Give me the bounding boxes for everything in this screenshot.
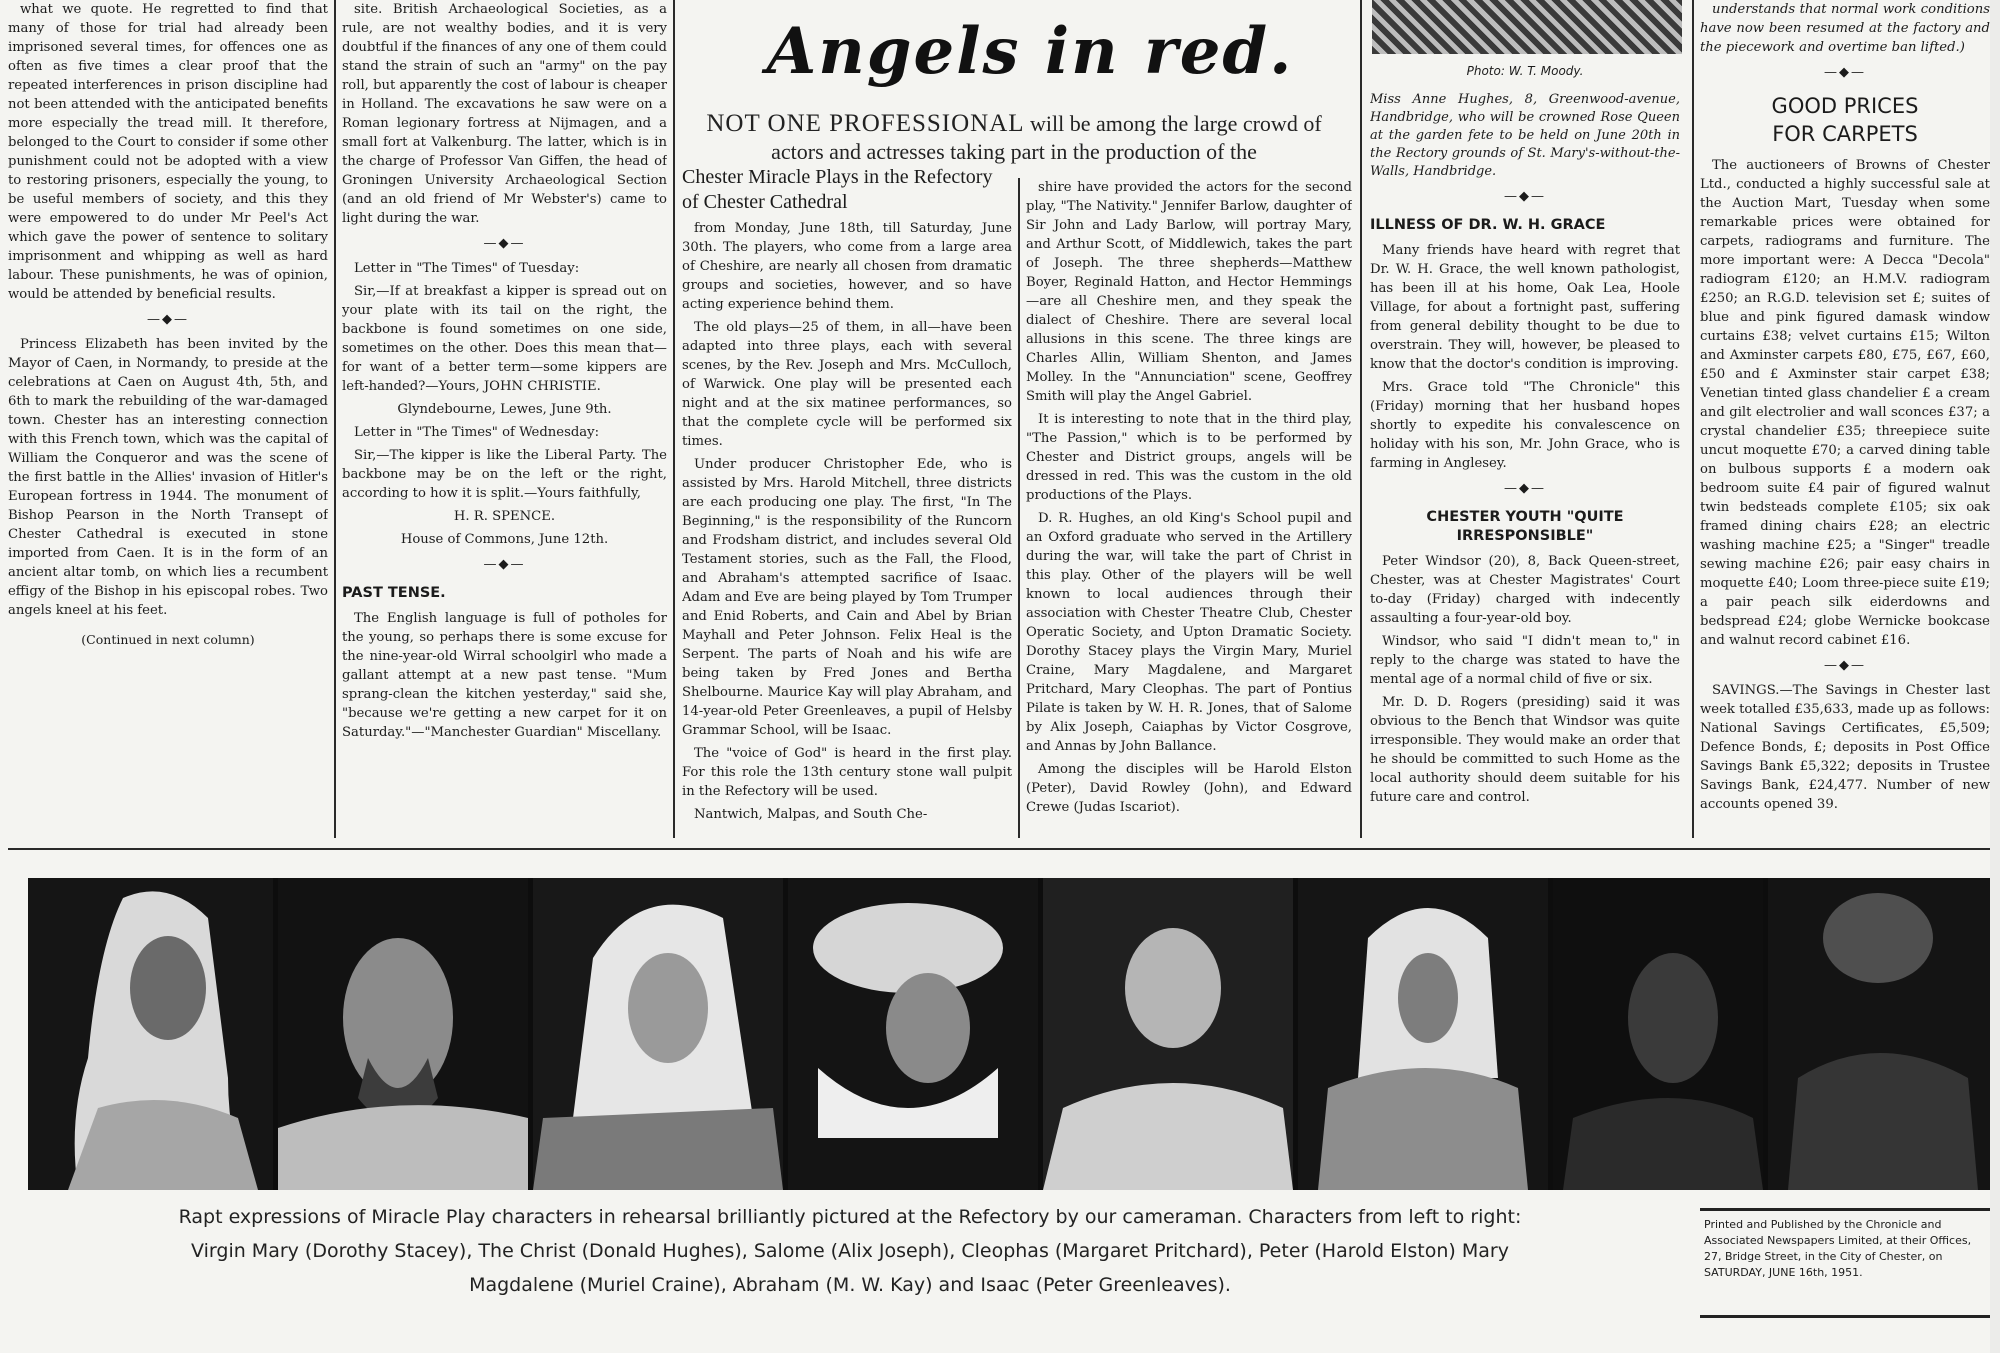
letter-1-intro: Letter in "The Times" of Tuesday: <box>354 261 580 276</box>
article-paragraph: D. R. Hughes, an old King's School pupil and an Oxford graduate who served in the Artillery during the war, will take the part of Christ in this play. Other of the players will be well known to local audiences through their association with Chester Theatre Club, Chester Operatic Society, and Upton Dramatic Society. Dorothy Stacey plays the Virgin Mary, Muriel Craine, Mary Magdalene, and Margaret Pritchard, Mary Cleophas. The part of Pontius Pilate is taken by W. H. R. Jones, that of Salome by Alix Joseph, Caiaphas by Victor Cosgrove, and Annas by John Ballance. <box>1026 511 1352 754</box>
article-paragraph: Among the disciples will be Harold Elston (Peter), David Rowley (John), and Edward Crewe (Judas Iscariot). <box>1026 762 1352 815</box>
article-column-b <box>1026 178 1352 840</box>
letter-2-address: House of Commons, June 12th. <box>400 532 609 547</box>
column-rule <box>1692 0 1694 838</box>
photo-peter <box>1043 878 1293 1190</box>
figure-icon <box>533 878 783 1190</box>
carpets-heading <box>1700 92 1990 148</box>
past-tense-heading: PAST TENSE. <box>342 585 446 601</box>
figure-icon <box>278 878 528 1190</box>
ornament-divider: —◆— <box>1824 65 1866 80</box>
column-1 <box>8 0 328 840</box>
photo-isaac <box>1768 878 1990 1190</box>
letter-1-address: Glyndebourne, Lewes, June 9th. <box>397 402 612 417</box>
ornament-divider: —◆— <box>483 236 526 251</box>
ornament-divider: —◆— <box>1504 481 1546 496</box>
column-6 <box>1700 0 1990 840</box>
horizontal-rule <box>8 848 1990 850</box>
photo-strip-caption <box>40 1200 1660 1302</box>
column-rule <box>1018 178 1020 838</box>
photo-salome <box>533 878 783 1190</box>
photo-the-christ <box>278 878 528 1190</box>
youth-paragraph: Mr. D. D. Rogers (presiding) said it was obvious to the Bench that Windsor was quite irresponsible. They would make an order that he should be committed to such Home as the local authority should deem suitable for his future care and control. <box>1370 695 1680 805</box>
figure-icon <box>1043 878 1293 1190</box>
column-rule <box>673 0 675 838</box>
publisher-imprint: Printed and Published by the Chronicle and Associated Newspapers Limited, at their Offices, 27, Bridge Street, in the City of Chester, on SATURDAY, JUNE 16th, 1951. <box>1700 1208 1990 1318</box>
court-paragraph: what we quote. He regretted to find that many of those for trial had already been imprisoned several times, for offences one as often as five times a clear proof that the repeated interferences in prison discipline had not been attended with the anticipated benefits more especially the tread mill. It therefore, belonged to the Court to consider if some other punishment could not be adopted with a view to restoring prisoners, especially the young, to be useful members of society, and this they were empowered to do under Mr Peel's Act which gave the power of sentence to solitary imprisonment and whipping as well as hard labour. These punishments, he was of opinion, would be attended by beneficial results. <box>8 2 328 302</box>
deck-lead: NOT ONE PROFESSIONAL <box>706 110 1025 137</box>
letter-2-intro: Letter in "The Times" of Wednesday: <box>354 425 600 440</box>
caption-line-1: Rapt expressions of Miracle Play characters in rehearsal brilliantly pictured at the Refectory by our cameraman. Characters from left to right: <box>178 1206 1522 1228</box>
photo-virgin-mary <box>28 878 273 1190</box>
ornament-divider: —◆— <box>1504 189 1546 204</box>
youth-heading: CHESTER YOUTH "QUITE IRRESPONSIBLE" <box>1426 509 1624 544</box>
article-paragraph: shire have provided the actors for the second play, "The Nativity." Jennifer Barlow, daughter of Sir John and Lady Barlow, will portray Mary, and Arthur Scott, of Middlewich, takes the part of Joseph. The three shepherds—Matthew Boyer, Reginald Hatton, and Hector Hemmings—are all Cheshire men, and they speak the dialect of Cheshire. There are several local allusions in this scene. The three kings are Charles Allin, William Shenton, and James Molley. In the "Annunciation" scene, Geoffrey Smith will play the Angel Gabriel. <box>1026 180 1352 404</box>
youth-paragraph: Windsor, who said "I didn't mean to," in reply to the charge was stated to have the mental age of a normal child of five or six. <box>1370 634 1680 687</box>
ornament-divider: —◆— <box>483 557 526 572</box>
figure-icon <box>1768 878 1990 1190</box>
illness-paragraph: Many friends have heard with regret that Dr. W. H. Grace, the well known pathologist, has been ill at his home, Oak Lea, Hoole Village, for about a fortnight past, suffering from general debility thought to be due to overstrain. They will, however, be pleased to know that the doctor's condition is improving. <box>1370 243 1680 372</box>
photo-mary-magdalene <box>1298 878 1548 1190</box>
past-tense-body: The English language is full of potholes for the young, so perhaps there is some excuse for the nine-year-old Wirral schoolgirl who made a gallant attempt at a new past tense. "Mum sprang-clean the kitchen yesterday," said she, "because we're getting a new carpet for it on Saturday."—"Manchester Guardian" Miscellany. <box>342 611 667 740</box>
article-deck <box>684 110 1344 166</box>
continued-note: (Continued in next column) <box>81 632 255 647</box>
caption-line-2: Virgin Mary (Dorothy Stacey), The Christ (Donald Hughes), Salome (Alix Joseph), Cleophas (Margaret Pritchard), Peter (Harold Elston) Mary <box>191 1240 1509 1262</box>
figure-icon <box>1553 878 1763 1190</box>
column-rule <box>334 0 336 838</box>
caen-paragraph: Princess Elizabeth has been invited by the Mayor of Caen, in Normandy, to preside at the celebrations at Caen on August 4th, 5th, and 6th to mark the rebuilding of the war-damaged town. Chester has an interesting connection with this French town, which was the capital of William the Conqueror and was the scene of the first battle in the Allies' invasion of Hitler's European fortress in 1944. The monument of Bishop Pearson in the North Transept of Chester Cathedral is executed in stone imported from Caen. It is in the form of an ancient altar tomb, on which lies a recumbent effigy of the Bishop in his episcopal robes. Two angels kneel at his feet. <box>8 337 328 618</box>
illness-heading: ILLNESS OF DR. W. H. GRACE <box>1370 217 1606 233</box>
photo-cleophas <box>788 878 1038 1190</box>
deck-continued: Chester Miracle Plays in the Refectory of Chester Cathedral <box>682 166 993 213</box>
article-paragraph: The "voice of God" is heard in the first play. For this role the 13th century stone wall pulpit in the Refectory will be used. <box>682 746 1012 799</box>
photo-abraham <box>1553 878 1763 1190</box>
column-2 <box>342 0 667 840</box>
carpets-heading-line-1: GOOD PRICES <box>1771 94 1919 118</box>
article-paragraph: Nantwich, Malpas, and South Che- <box>694 807 928 822</box>
savings-paragraph: SAVINGS.—The Savings in Chester last week totalled £35,633, made up as follows: National Savings Certificates, £5,509; Defence Bonds, £; deposits in Post Office Savings Bank £5,322; deposits in Trustee Savings Bank, £24,477. Number of new accounts opened 39. <box>1700 683 1990 812</box>
rose-queen-caption: Miss Anne Hughes, 8, Greenwood-avenue, Handbridge, who will be crowned Rose Queen at the garden fete to be held on June 20th in the Rectory grounds of St. Mary's-without-the-Walls, Handbridge. <box>1370 92 1680 179</box>
ornament-divider: —◆— <box>1824 658 1866 673</box>
article-paragraph: The old plays—25 of them, in all—have been adapted into three plays, each with several scenes, by the Rev. Joseph and Mrs. McCulloch, of Warwick. One play will be presented each night and at the six matinee performances, so that the complete cycle will be performed six times. <box>682 320 1012 449</box>
article-paragraph: It is interesting to note that in the third play, "The Passion," which is to be performed by Chester and District groups, angels will be dressed in red. This was the custom in the old productions of the Plays. <box>1026 412 1352 503</box>
archaeology-paragraph: site. British Archaeological Societies, as a rule, are not wealthy bodies, and it is very doubtful if the finances of any one of them could stand the strain of such an "army" on the pay roll, but apparently the cost of labour is cheaper in Holland. The excavations he saw were on a Roman legionary fortress at Nijmagen, and a small fort at Valkenburg. The latter, which is in the charge of Professor Van Giffen, the head of Groningen University Archaeological Section (and an old friend of Mr Webster's) came to light during the war. <box>342 2 667 226</box>
column-5 <box>1370 56 1680 840</box>
deck-rest: will be among the large crowd of actors and actresses taking part in the production of the <box>771 111 1322 164</box>
article-column-a <box>682 165 1012 840</box>
figure-icon <box>28 878 273 1190</box>
caption-line-3: Magdalene (Muriel Craine), Abraham (M. W. Kay) and Isaac (Peter Greenleaves). <box>469 1274 1231 1296</box>
ornament-divider: —◆— <box>147 312 189 327</box>
article-headline: Angels in red. <box>766 14 1294 89</box>
article-paragraph: Under producer Christopher Ede, who is assisted by Mrs. Harold Mitchell, three districts are each producing one play. The first, "In The Beginning," is the responsibility of the Runcorn and Frodsham district, and includes several Old Testament stories, such as the Fall, the Flood, and Abraham's attempted sacrifice of Isaac. Adam and Eve are being played by Tom Trumper and Enid Roberts, and Cain and Abel by Brian Mayhall and Peter Johnson. Felix Heal is the Serpent. The parts of Noah and his wife are being taken by Fred Jones and Bertha Shelbourne. Maurice Kay will play Abraham, and 14-year-old Peter Greenleaves, a pupil of Helsby Grammar School, will be Isaac. <box>682 457 1012 738</box>
column-rule <box>1360 0 1362 838</box>
letter-1-body: Sir,—If at breakfast a kipper is spread out on your plate with its tail on the right, the backbone is found sometimes on one side, sometimes on the other. Does this mean that—for want of a better term—some kippers are left-handed?—Yours, JOHN CHRISTIE. <box>342 284 667 394</box>
carpets-paragraph: The auctioneers of Browns of Chester Ltd., conducted a highly successful sale at the Auction Mart, Tuesday when some remarkable prices were obtained for carpets, radiograms and furniture. The more important were: A Decca "Decola" radiogram £120; an H.M.V. radiogram £250; an R.G.D. television set £; suites of blue and pink figured damask window curtains £38; velvet curtains £15; Wilton and Axminster carpets £80, £75, £67, £60, £50 and £ Axminster stair carpet £38; Venetian tinted glass chandelier £ a cream and gilt electrolier and wall sconces £37; a crystal chandelier £35; threepiece suite uncut moquette £70; a carved dining table on bulbous supports £ a modern oak bedroom suite £4 pair of figured walnut twin bedsteads complete £105; six oak framed dining chairs £28; an electric washing machine £25; a "Singer" treadle sewing machine £26; pair easy chairs in moquette £40; Loom three-piece suite £19; a pair peach silk eiderdowns and bedspread £24; globe Wernicke bookcase and walnut record cabinet £16. <box>1700 158 1990 648</box>
letter-2-signature: H. R. SPENCE. <box>453 509 556 524</box>
photo-credit: Photo: W. T. Moody. <box>1466 64 1584 78</box>
figure-icon <box>1298 878 1548 1190</box>
article-paragraph: from Monday, June 18th, till Saturday, June 30th. The players, who come from a large area of Cheshire, are nearly all chosen from dramatic groups and societies, however, and so have acting experience behind them. <box>682 221 1012 312</box>
figure-icon <box>788 878 1038 1190</box>
strike-note: understands that normal work conditions have now been resumed at the factory and the piecework and overtime ban lifted.) <box>1700 2 1990 55</box>
letter-2-body: Sir,—The kipper is like the Liberal Party. The backbone may be on the left or the right, according to how it is split.—Yours faithfully, <box>342 448 667 501</box>
rose-queen-photo <box>1372 0 1682 54</box>
youth-paragraph: Peter Windsor (20), 8, Back Queen-street, Chester, was at Chester Magistrates' Court to-day (Friday) charged with indecently assaulting a four-year-old boy. <box>1370 554 1680 626</box>
illness-paragraph: Mrs. Grace told "The Chronicle" this (Friday) morning that her husband hopes shortly to expedite his convalescence on holiday with his son, Mr. John Grace, who is farming in Anglesey. <box>1370 380 1680 471</box>
photo-strip <box>28 878 1990 1190</box>
carpets-heading-line-2: FOR CARPETS <box>1772 122 1918 146</box>
